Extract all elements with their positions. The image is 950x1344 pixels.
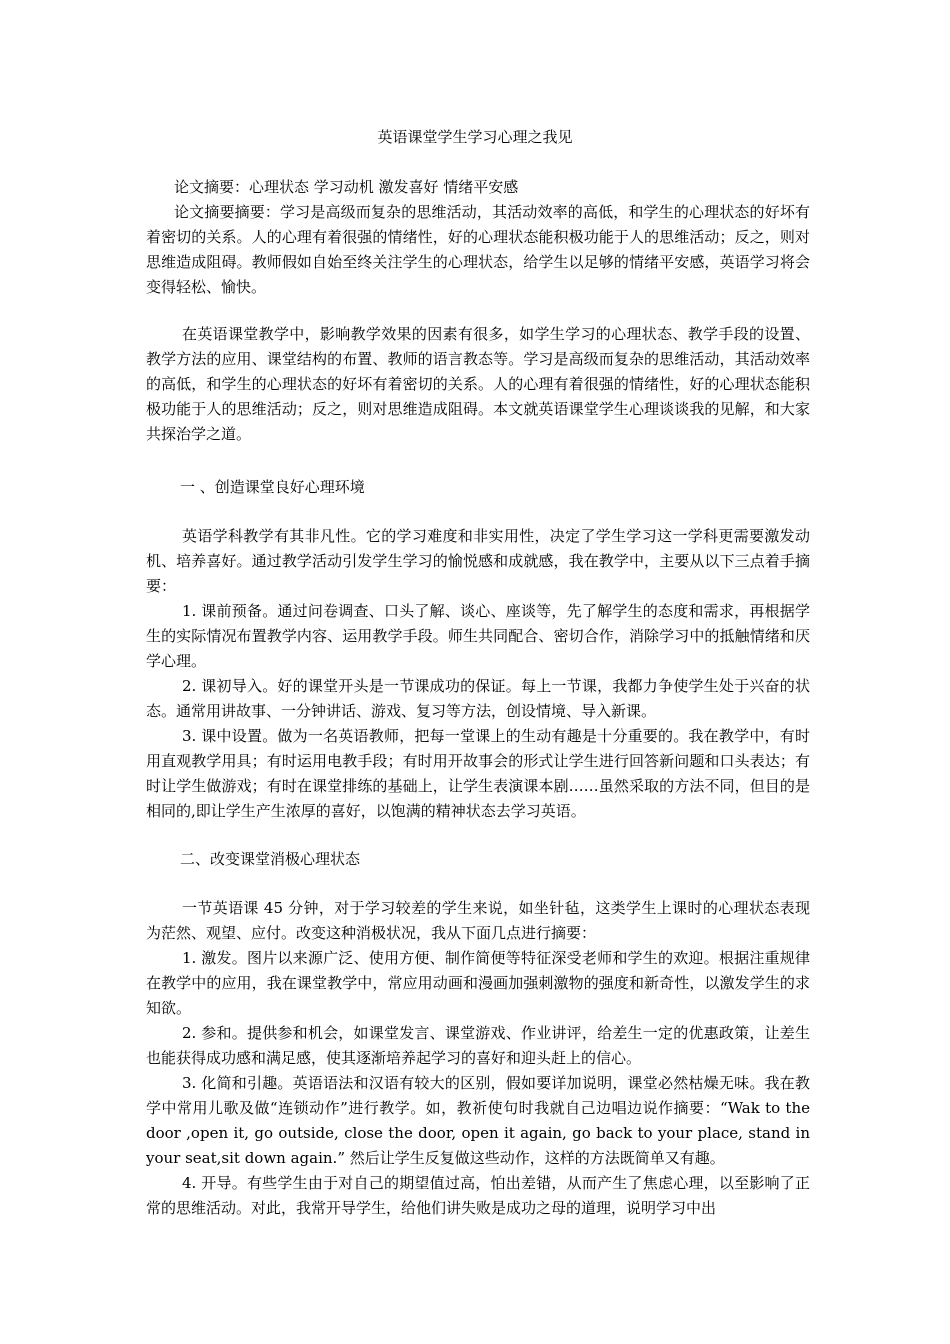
document-title: 英语课堂学生学习心理之我见	[377, 128, 573, 146]
intro-paragraph: 在英语课堂教学中，影响教学效果的因素有很多，如学生学习的心理状态、教学手段的设置、教学方法的应用、课堂结构的布置、教师的语言教态等。学习是高级而复杂的思维活动，其活动效率的高低，和学生的心理状态的好坏有着密切的关系。人的心理有着很强的情绪性，好的心理状态能积极功能于人的思维活动；反之，则对思维造成阻碍。本文就英语课堂学生心理谈谈我的见解，和大家共探治学之道。	[146, 325, 810, 443]
section1-item: 1. 课前预备。通过问卷调查、口头了解、谈心、座谈等，先了解学生的态度和需求，再根据学生的实际情况布置教学内容、运用教学手段。师生共同配合、密切合作，消除学习中的抵触情绪和厌学心理。	[146, 602, 810, 670]
abstract-paragraph: 论文摘要摘要：学习是高级而复杂的思维活动，其活动效率的高低，和学生的心理状态的好坏有着密切的关系。人的心理有着很强的情绪性，好的心理状态能积极功能于人的思维活动；反之，则对思维造成阻碍。教师假如自始至终关注学生的心理状态，给学生以足够的情绪平安感，英语学习将会变得轻松、愉快。	[146, 203, 810, 296]
abstract-block	[146, 175, 810, 300]
section2-block	[146, 896, 810, 1221]
section1-item: 2. 课初导入。好的课堂开头是一节课成功的保证。每上一节课，我都力争使学生处于兴奋的状态。通常用讲故事、一分钟讲话、游戏、复习等方法，创设情境、导入新课。	[146, 677, 810, 720]
section2-heading: 二、改变课堂消极心理状态	[180, 850, 361, 868]
section2-item: 3. 化简和引趣。英语语法和汉语有较大的区别，假如要详加说明，课堂必然枯燥无味。我在教学中常用儿歌及做“连锁动作”进行教学。如，教祈使句时我就自己边唱边说作摘要：“Wak to the door ,open it, go outside, close the door, open it again, go back to your place, stand in your seat,sit down again.” 然后让学生反复做这些动作，这样的方法既简单又有趣。	[146, 1074, 810, 1167]
section2-item: 1. 激发。图片以来源广泛、使用方便、制作简便等特征深受老师和学生的欢迎。根据注重规律在教学中的应用，我在课堂教学中，常应用动画和漫画加强刺激物的强度和新奇性，以激发学生的求知欲。	[146, 949, 810, 1017]
section1-intro: 英语学科教学有其非凡性。它的学习难度和非实用性，决定了学生学习这一学科更需要激发动机、培养喜好。通过教学活动引发学生学习的愉悦感和成就感，我在教学中，主要从以下三点着手摘要：	[146, 527, 810, 595]
section2-item: 2. 参和。提供参和机会，如课堂发言、课堂游戏、作业讲评，给差生一定的优惠政策，让差生也能获得成功感和满足感，使其逐渐培养起学习的喜好和迎头赶上的信心。	[146, 1024, 810, 1067]
intro-block	[146, 322, 810, 447]
section1-heading: 一 、创造课堂良好心理环境	[180, 478, 365, 496]
keywords-line: 论文摘要：心理状态 学习动机 激发喜好 情绪平安感	[174, 178, 519, 196]
section1-block	[146, 524, 810, 824]
section1-item: 3. 课中设置。做为一名英语教师，把每一堂课上的生动有趣是十分重要的。我在教学中，有时用直观教学用具；有时运用电教手段；有时用开故事会的形式让学生进行回答新问题和口头表达；有时让学生做游戏；有时在课堂排练的基础上，让学生表演课本剧……虽然采取的方法不同，但目的是相同的,即让学生产生浓厚的喜好，以饱满的精神状态去学习英语。	[146, 727, 810, 820]
section2-item: 4. 开导。有些学生由于对自己的期望值过高，怕出差错，从而产生了焦虑心理，以至影响了正常的思维活动。对此，我常开导学生，给他们讲失败是成功之母的道理，说明学习中出	[146, 1174, 810, 1217]
section2-intro: 一节英语课 45 分钟，对于学习较差的学生来说，如坐针毡，这类学生上课时的心理状态表现为茫然、观望、应付。改变这种消极状况，我从下面几点进行摘要：	[146, 899, 810, 942]
